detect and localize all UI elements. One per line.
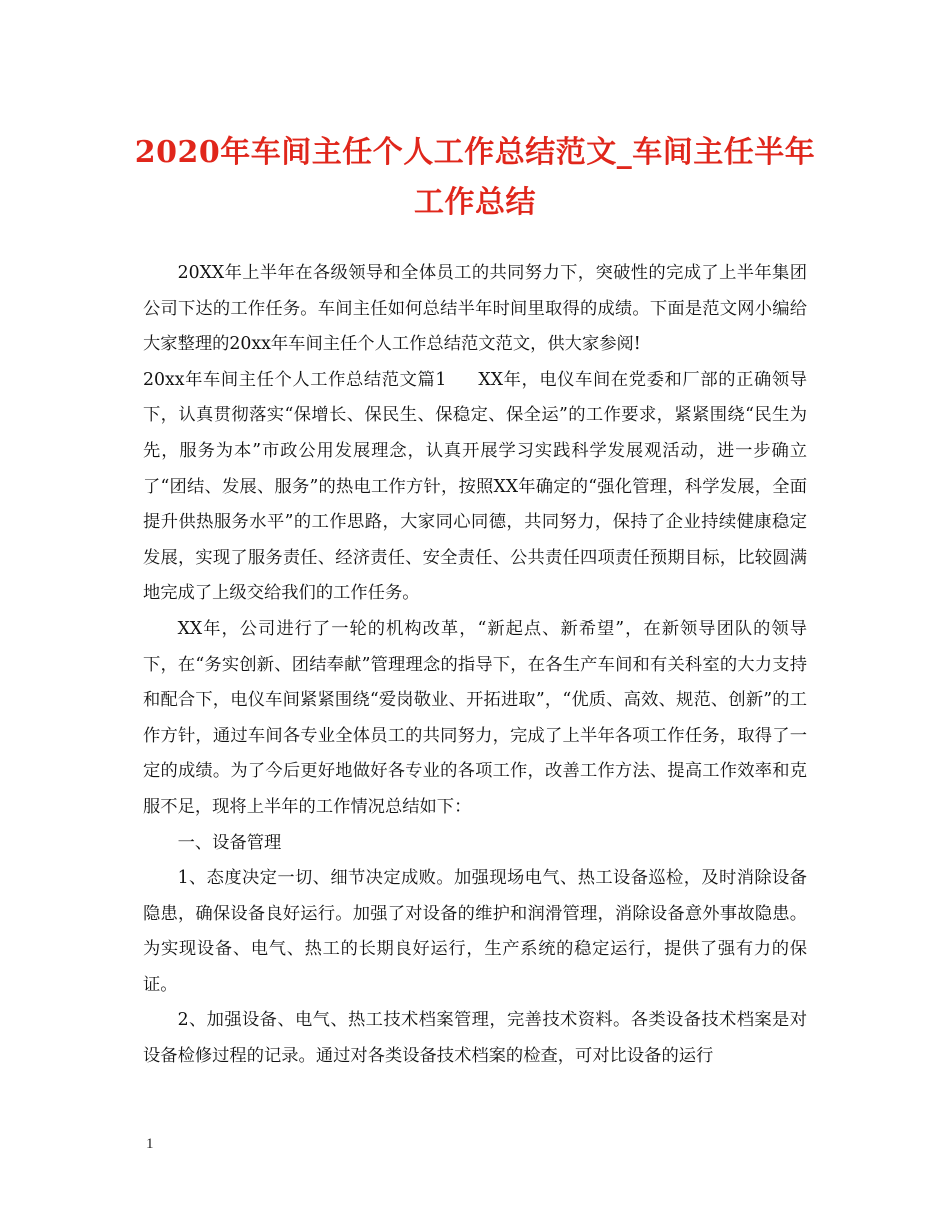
article-start: XX年，电仪车间在党委和厂部的正确领导下，认真贯彻落实“保增长、保民生、保稳定、保全运”的工作要求，紧紧围绕“民生为先，服务为本”市政公用发展理念，认真开展学习实践科学发展观活动，进一步确立了“团结、发展、服务”的热电工作方针，按照XX年确定的“强化管理，科学发展，全面提升供热服务水平”的工作思路，大家同心同德，共同努力，保持了企业持续健康稳定发展，实现了服务责任、经济责任、安全责任、公共责任四项责任预期目标，比较圆满地完成了上级交给我们的工作任务。	[143, 369, 808, 604]
document-body	[143, 256, 807, 1075]
article-first-paragraph	[143, 363, 807, 612]
section-heading-equipment: 一、设备管理	[177, 832, 282, 853]
item-paragraph-1: 1、态度决定一切、细节决定成败。加强现场电气、热工设备巡检，及时消除设备隐患，确保设备良好运行。加强了对设备的维护和润滑管理，消除设备意外事故隐患。为实现设备、电气、热工的长期良好运行，生产系统的稳定运行，提供了强有力的保证。	[143, 868, 807, 995]
document-title: 2020年车间主任个人工作总结范文_车间主任半年工作总结	[134, 135, 816, 220]
page-number: 1	[146, 1136, 154, 1152]
article-label: 20xx年车间主任个人工作总结范文篇1	[143, 369, 447, 390]
reform-paragraph: XX年，公司进行了一轮的机构改革，“新起点、新希望”，在新领导团队的领导下，在“务实创新、团结奉献”管理理念的指导下，在各生产车间和有关科室的大力支持和配合下，电仪车间紧紧围绕“爱岗敬业、开拓进取”，“优质、高效、规范、创新”的工作方针，通过车间各专业全体员工的共同努力，完成了上半年各项工作任务，取得了一定的成绩。为了今后更好地做好各专业的各项工作，改善工作方法、提高工作效率和克服不足，现将上半年的工作情况总结如下：	[143, 618, 807, 817]
item-paragraph-2: 2、加强设备、电气、热工技术档案管理，完善技术资料。各类设备技术档案是对设备检修过程的记录。通过对各类设备技术档案的检查，可对比设备的运行	[143, 1010, 807, 1067]
intro-paragraph: 20XX年上半年在各级领导和全体员工的共同努力下，突破性的完成了上半年集团公司下达的工作任务。车间主任如何总结半年时间里取得的成绩。下面是范文网小编给大家整理的20xx年车间主任个人工作总结范文范文，供大家参阅!	[143, 263, 807, 355]
